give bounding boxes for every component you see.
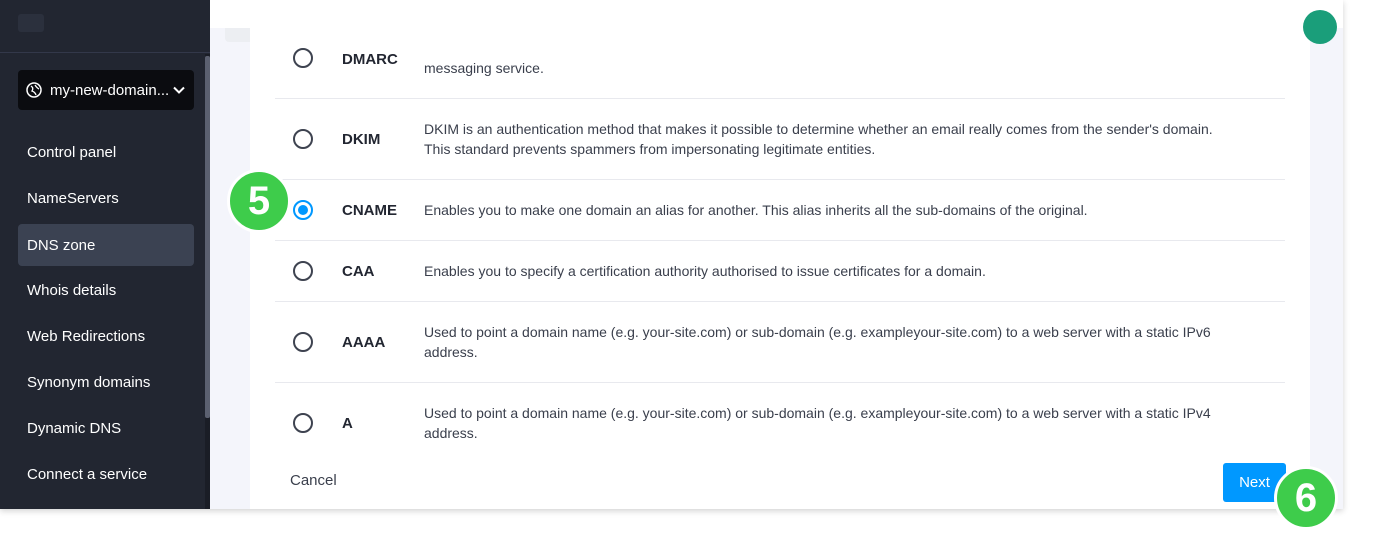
sidebar-item-label: Control panel (27, 143, 117, 161)
radio-caa[interactable] (293, 261, 313, 281)
record-type-label: A (342, 415, 353, 432)
radio-dkim[interactable] (293, 129, 313, 149)
record-row-aaaa[interactable] (275, 302, 1285, 383)
step-5-badge: 5 (227, 169, 291, 233)
radio-cname[interactable] (293, 200, 313, 220)
record-description-line: DKIM is an authentication method that makes it possible to determine whether an email really comes from the sender's domain. (424, 121, 1213, 137)
sidebar-item-whois-details[interactable] (18, 269, 194, 311)
record-description (424, 322, 1264, 362)
sidebar-item-web-redirections[interactable] (18, 315, 194, 357)
sidebar-item-dns-zone[interactable] (18, 224, 194, 266)
record-row-dkim[interactable] (275, 99, 1285, 180)
domain-selector-label: my-new-domain... (50, 81, 170, 99)
record-description (424, 403, 1264, 443)
sidebar-item-label: Whois details (27, 281, 117, 299)
sidebar-item-nameservers[interactable] (18, 177, 194, 219)
chevron-down-icon (172, 83, 186, 97)
sidebar-item-connect-service[interactable] (18, 453, 194, 495)
record-description (424, 200, 1264, 220)
radio-a[interactable] (293, 413, 313, 433)
record-description-line: This standard prevents spammers from impersonating legitimate entities. (424, 141, 876, 157)
step-6-badge: 6 (1274, 466, 1338, 530)
record-row-cname[interactable] (275, 180, 1285, 241)
record-description-line: messaging service. (424, 60, 544, 76)
sidebar-item-label: Synonym domains (27, 373, 151, 391)
record-row-a[interactable] (275, 383, 1285, 464)
cancel-button[interactable]: Cancel (290, 472, 337, 489)
record-type-label: CNAME (342, 202, 397, 219)
menu-icon[interactable] (18, 14, 44, 32)
sidebar-scrollbar-thumb[interactable] (205, 56, 210, 418)
record-description-line: address. (424, 425, 478, 441)
sidebar-item-label: Connect a service (27, 465, 148, 483)
record-description-line: Used to point a domain name (e.g. your-site.com) or sub-domain (e.g. exampleyour-site.com) to a web server with a static IPv6 (424, 324, 1211, 340)
record-type-label: DKIM (342, 131, 381, 148)
record-description (424, 119, 1264, 159)
record-description-line: address. (424, 344, 478, 360)
sidebar (0, 0, 210, 509)
sidebar-item-label: DNS zone (27, 236, 96, 254)
record-description (424, 58, 1264, 78)
sidebar-item-dynamic-dns[interactable] (18, 407, 194, 449)
domain-selector[interactable] (18, 70, 194, 110)
sidebar-item-label: Dynamic DNS (27, 419, 122, 437)
record-type-label: DMARC (342, 51, 398, 68)
sidebar-item-synonym-domains[interactable] (18, 361, 194, 403)
sidebar-item-label: Web Redirections (27, 327, 146, 345)
radio-aaaa[interactable] (293, 332, 313, 352)
record-description-line: Enables you to make one domain an alias for another. This alias inherits all the sub-domains of the original. (424, 202, 1088, 218)
avatar[interactable] (1303, 10, 1337, 44)
record-type-card (250, 28, 1310, 509)
record-row-caa[interactable] (275, 241, 1285, 302)
sidebar-item-label: NameServers (27, 189, 119, 207)
record-description (424, 261, 1264, 281)
record-type-label: CAA (342, 263, 375, 280)
record-description-line: Enables you to specify a certification authority authorised to issue certificates for a domain. (424, 263, 986, 279)
radio-dmarc[interactable] (293, 48, 313, 68)
record-type-label: AAAA (342, 334, 386, 351)
record-row-dmarc[interactable] (275, 28, 1285, 99)
next-button[interactable]: Next (1223, 463, 1286, 502)
sidebar-item-control-panel[interactable] (18, 131, 194, 173)
record-description-line: Used to point a domain name (e.g. your-site.com) or sub-domain (e.g. exampleyour-site.com) to a web server with a static IPv4 (424, 405, 1211, 421)
globe-icon (26, 82, 42, 98)
sidebar-header (0, 0, 210, 53)
